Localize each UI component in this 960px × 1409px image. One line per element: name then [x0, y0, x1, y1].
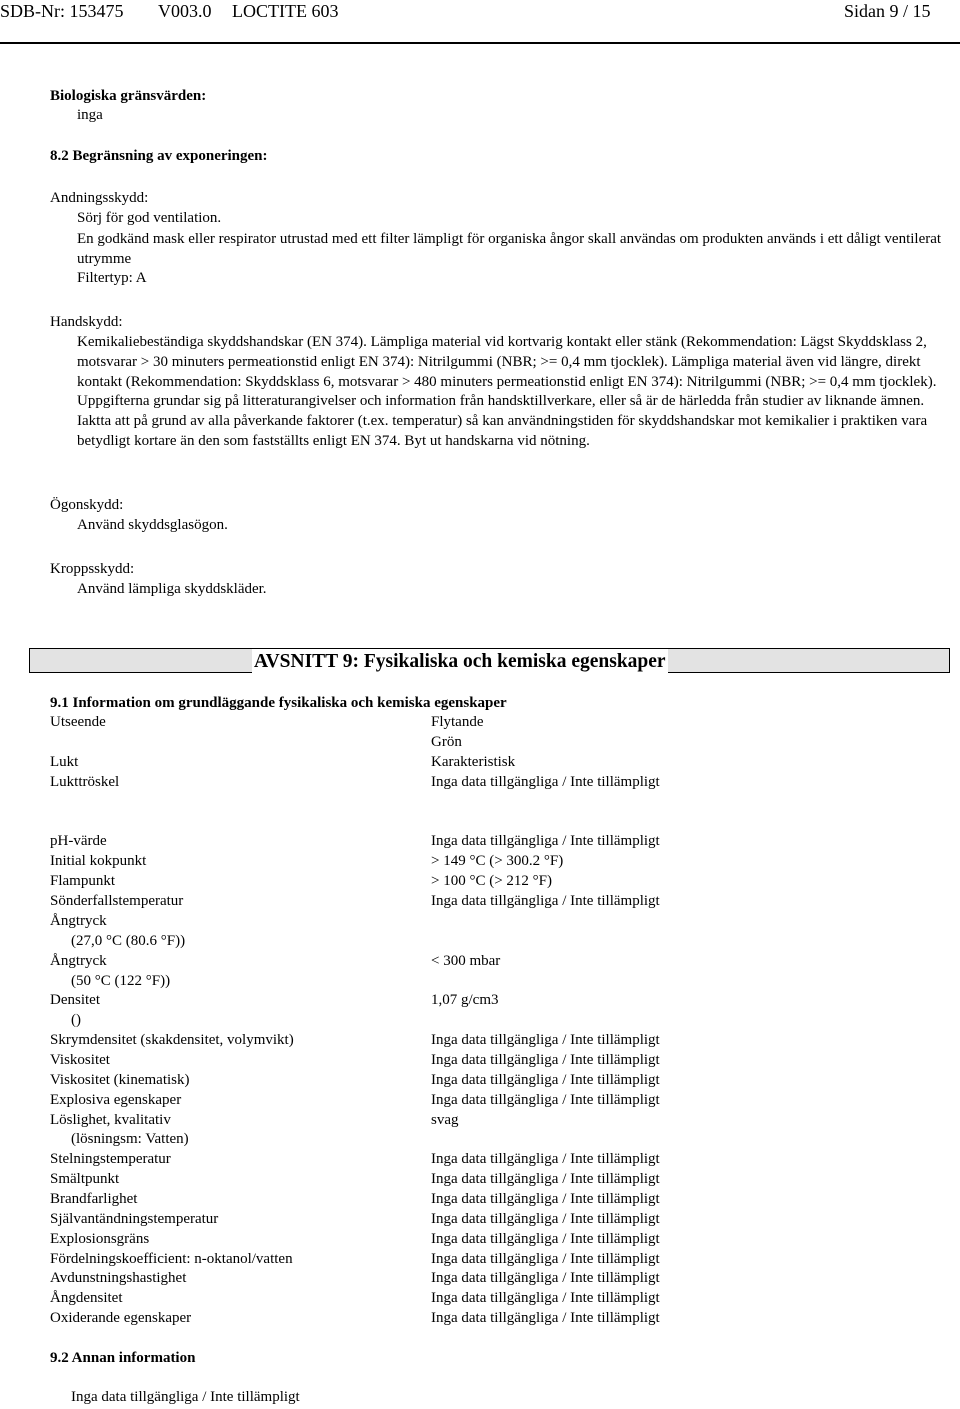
respiratory-label: Andningsskydd:	[50, 190, 149, 206]
header-product: LOCTITE 603	[232, 1, 339, 21]
property-label: Utseende	[50, 714, 106, 730]
property-label: Explosiva egenskaper	[50, 1092, 182, 1108]
property-value: svag	[431, 1112, 459, 1128]
property-label: ()	[71, 1012, 81, 1028]
property-label: Lukt	[50, 754, 79, 770]
property-label: Ångtryck	[50, 953, 107, 969]
property-label: Brandfarlighet	[50, 1191, 138, 1207]
property-label: Stelningstemperatur	[50, 1151, 171, 1167]
property-value: 1,07 g/cm3	[431, 992, 499, 1008]
header-page-number: Sidan 9 / 15	[844, 1, 931, 21]
property-value: > 100 °C (> 212 °F)	[431, 873, 553, 889]
body-protection-text: Använd lämpliga skyddskläder.	[77, 581, 267, 597]
respiratory-line2: En godkänd mask eller respirator utrustad med ett filter lämpligt för organiska ångor skall användas om produkten används i ett dåligt ventilerat utrymme	[77, 231, 942, 267]
property-value: Inga data tillgängliga / Inte tillämpligt	[431, 1171, 660, 1187]
property-label: Viskositet	[50, 1052, 110, 1068]
property-label: Smältpunkt	[50, 1171, 120, 1187]
respiratory-line1: Sörj för god ventilation.	[77, 210, 222, 226]
property-label: Löslighet, kvalitativ	[50, 1112, 171, 1128]
property-value: Inga data tillgängliga / Inte tillämpligt	[431, 1251, 660, 1267]
property-value: Grön	[431, 734, 462, 750]
property-label: Avdunstningshastighet	[50, 1270, 187, 1286]
property-value: Inga data tillgängliga / Inte tillämpligt	[431, 774, 660, 790]
property-value: Inga data tillgängliga / Inte tillämpligt	[431, 1072, 660, 1088]
body-protection-label: Kroppsskydd:	[50, 561, 135, 577]
property-label: (lösningsm: Vatten)	[71, 1131, 189, 1147]
other-info-heading: 9.2 Annan information	[50, 1350, 196, 1366]
property-value: Inga data tillgängliga / Inte tillämpligt	[431, 1151, 660, 1167]
property-value: Inga data tillgängliga / Inte tillämpligt	[431, 1290, 660, 1306]
property-label: Explosionsgräns	[50, 1231, 150, 1247]
property-label: (50 °C (122 °F))	[71, 973, 171, 989]
property-value: Inga data tillgängliga / Inte tillämpligt	[431, 1032, 660, 1048]
property-value: Inga data tillgängliga / Inte tillämpligt	[431, 1092, 660, 1108]
property-label: Lukttröskel	[50, 774, 120, 790]
property-label: Självantändningstemperatur	[50, 1211, 219, 1227]
property-value: Inga data tillgängliga / Inte tillämpligt	[431, 893, 660, 909]
property-label: Ångdensitet	[50, 1290, 123, 1306]
hand-protection-text: Kemikaliebeständiga skyddshandskar (EN 374). Lämpliga material vid kortvarig kontakt eller stänk (Rekommendation: Lägst Skyddsklass 2, motsvarar > 30 minuters permeationstid enligt EN 374): Nitrilgummi (NBR; >= 0,4 mm tjocklek). Lämpliga material även vid längre, direkt kontakt (Rekommendation: Skyddsklass 6, motsvarar > 480 minuters permeationstid enligt EN 374): Nitrilgummi (NBR; >= 0,4 mm tjocklek). Uppgifterna grundar sig på litteraturangivelser och information från handsktillverkare, eller så är de härledda från studier av liknande ämnen. Iaktta att på grund av alla påverkande faktorer (t.ex. temperatur) så kan användningstiden för skyddshandskar mot kemikalier i praktiken vara betydligt kortare än den som fastställts enligt EN 374. Byt ut handskarna vid nötning.	[77, 334, 937, 449]
property-value: Inga data tillgängliga / Inte tillämpligt	[431, 1270, 660, 1286]
bio-limits-heading: Biologiska gränsvärden:	[50, 88, 207, 104]
exposure-controls-heading: 8.2 Begränsning av exponeringen:	[50, 148, 268, 164]
eye-protection-label: Ögonskydd:	[50, 497, 124, 513]
property-label: Densitet	[50, 992, 100, 1008]
property-value: Inga data tillgängliga / Inte tillämpligt	[431, 1191, 660, 1207]
section-title: AVSNITT 9: Fysikaliska och kemiska egenskaper	[254, 651, 666, 672]
property-value: Inga data tillgängliga / Inte tillämpligt	[431, 1231, 660, 1247]
hand-protection-label: Handskydd:	[50, 314, 123, 330]
header-version: V003.0	[158, 1, 212, 21]
eye-protection-text: Använd skyddsglasögon.	[77, 517, 228, 533]
property-label: Fördelningskoefficient: n-oktanol/vatten	[50, 1251, 293, 1267]
property-label: Skrymdensitet (skakdensitet, volymvikt)	[50, 1032, 294, 1048]
property-label: (27,0 °C (80.6 °F))	[71, 933, 186, 949]
property-label: pH-värde	[50, 833, 107, 849]
property-label: Viskositet (kinematisk)	[50, 1072, 190, 1088]
property-value: < 300 mbar	[431, 953, 501, 969]
other-info-text: Inga data tillgängliga / Inte tillämpligt	[71, 1389, 300, 1405]
respiratory-line3: Filtertyp: A	[77, 270, 147, 286]
header-doc-id: SDB-Nr: 153475	[0, 1, 124, 21]
basic-properties-heading: 9.1 Information om grundläggande fysikaliska och kemiska egenskaper	[50, 695, 507, 711]
property-label: Sönderfallstemperatur	[50, 893, 184, 909]
bio-limits-value: inga	[77, 107, 103, 123]
property-value: Inga data tillgängliga / Inte tillämpligt	[431, 1052, 660, 1068]
property-value: Inga data tillgängliga / Inte tillämpligt	[431, 833, 660, 849]
property-value: Inga data tillgängliga / Inte tillämpligt	[431, 1211, 660, 1227]
property-value: Flytande	[431, 714, 484, 730]
header-divider	[0, 42, 960, 44]
property-label: Flampunkt	[50, 873, 116, 889]
property-label: Oxiderande egenskaper	[50, 1310, 192, 1326]
property-label: Initial kokpunkt	[50, 853, 147, 869]
property-value: Inga data tillgängliga / Inte tillämpligt	[431, 1310, 660, 1326]
property-value: Karakteristisk	[431, 754, 516, 770]
property-label: Ångtryck	[50, 913, 107, 929]
property-value: > 149 °C (> 300.2 °F)	[431, 853, 564, 869]
